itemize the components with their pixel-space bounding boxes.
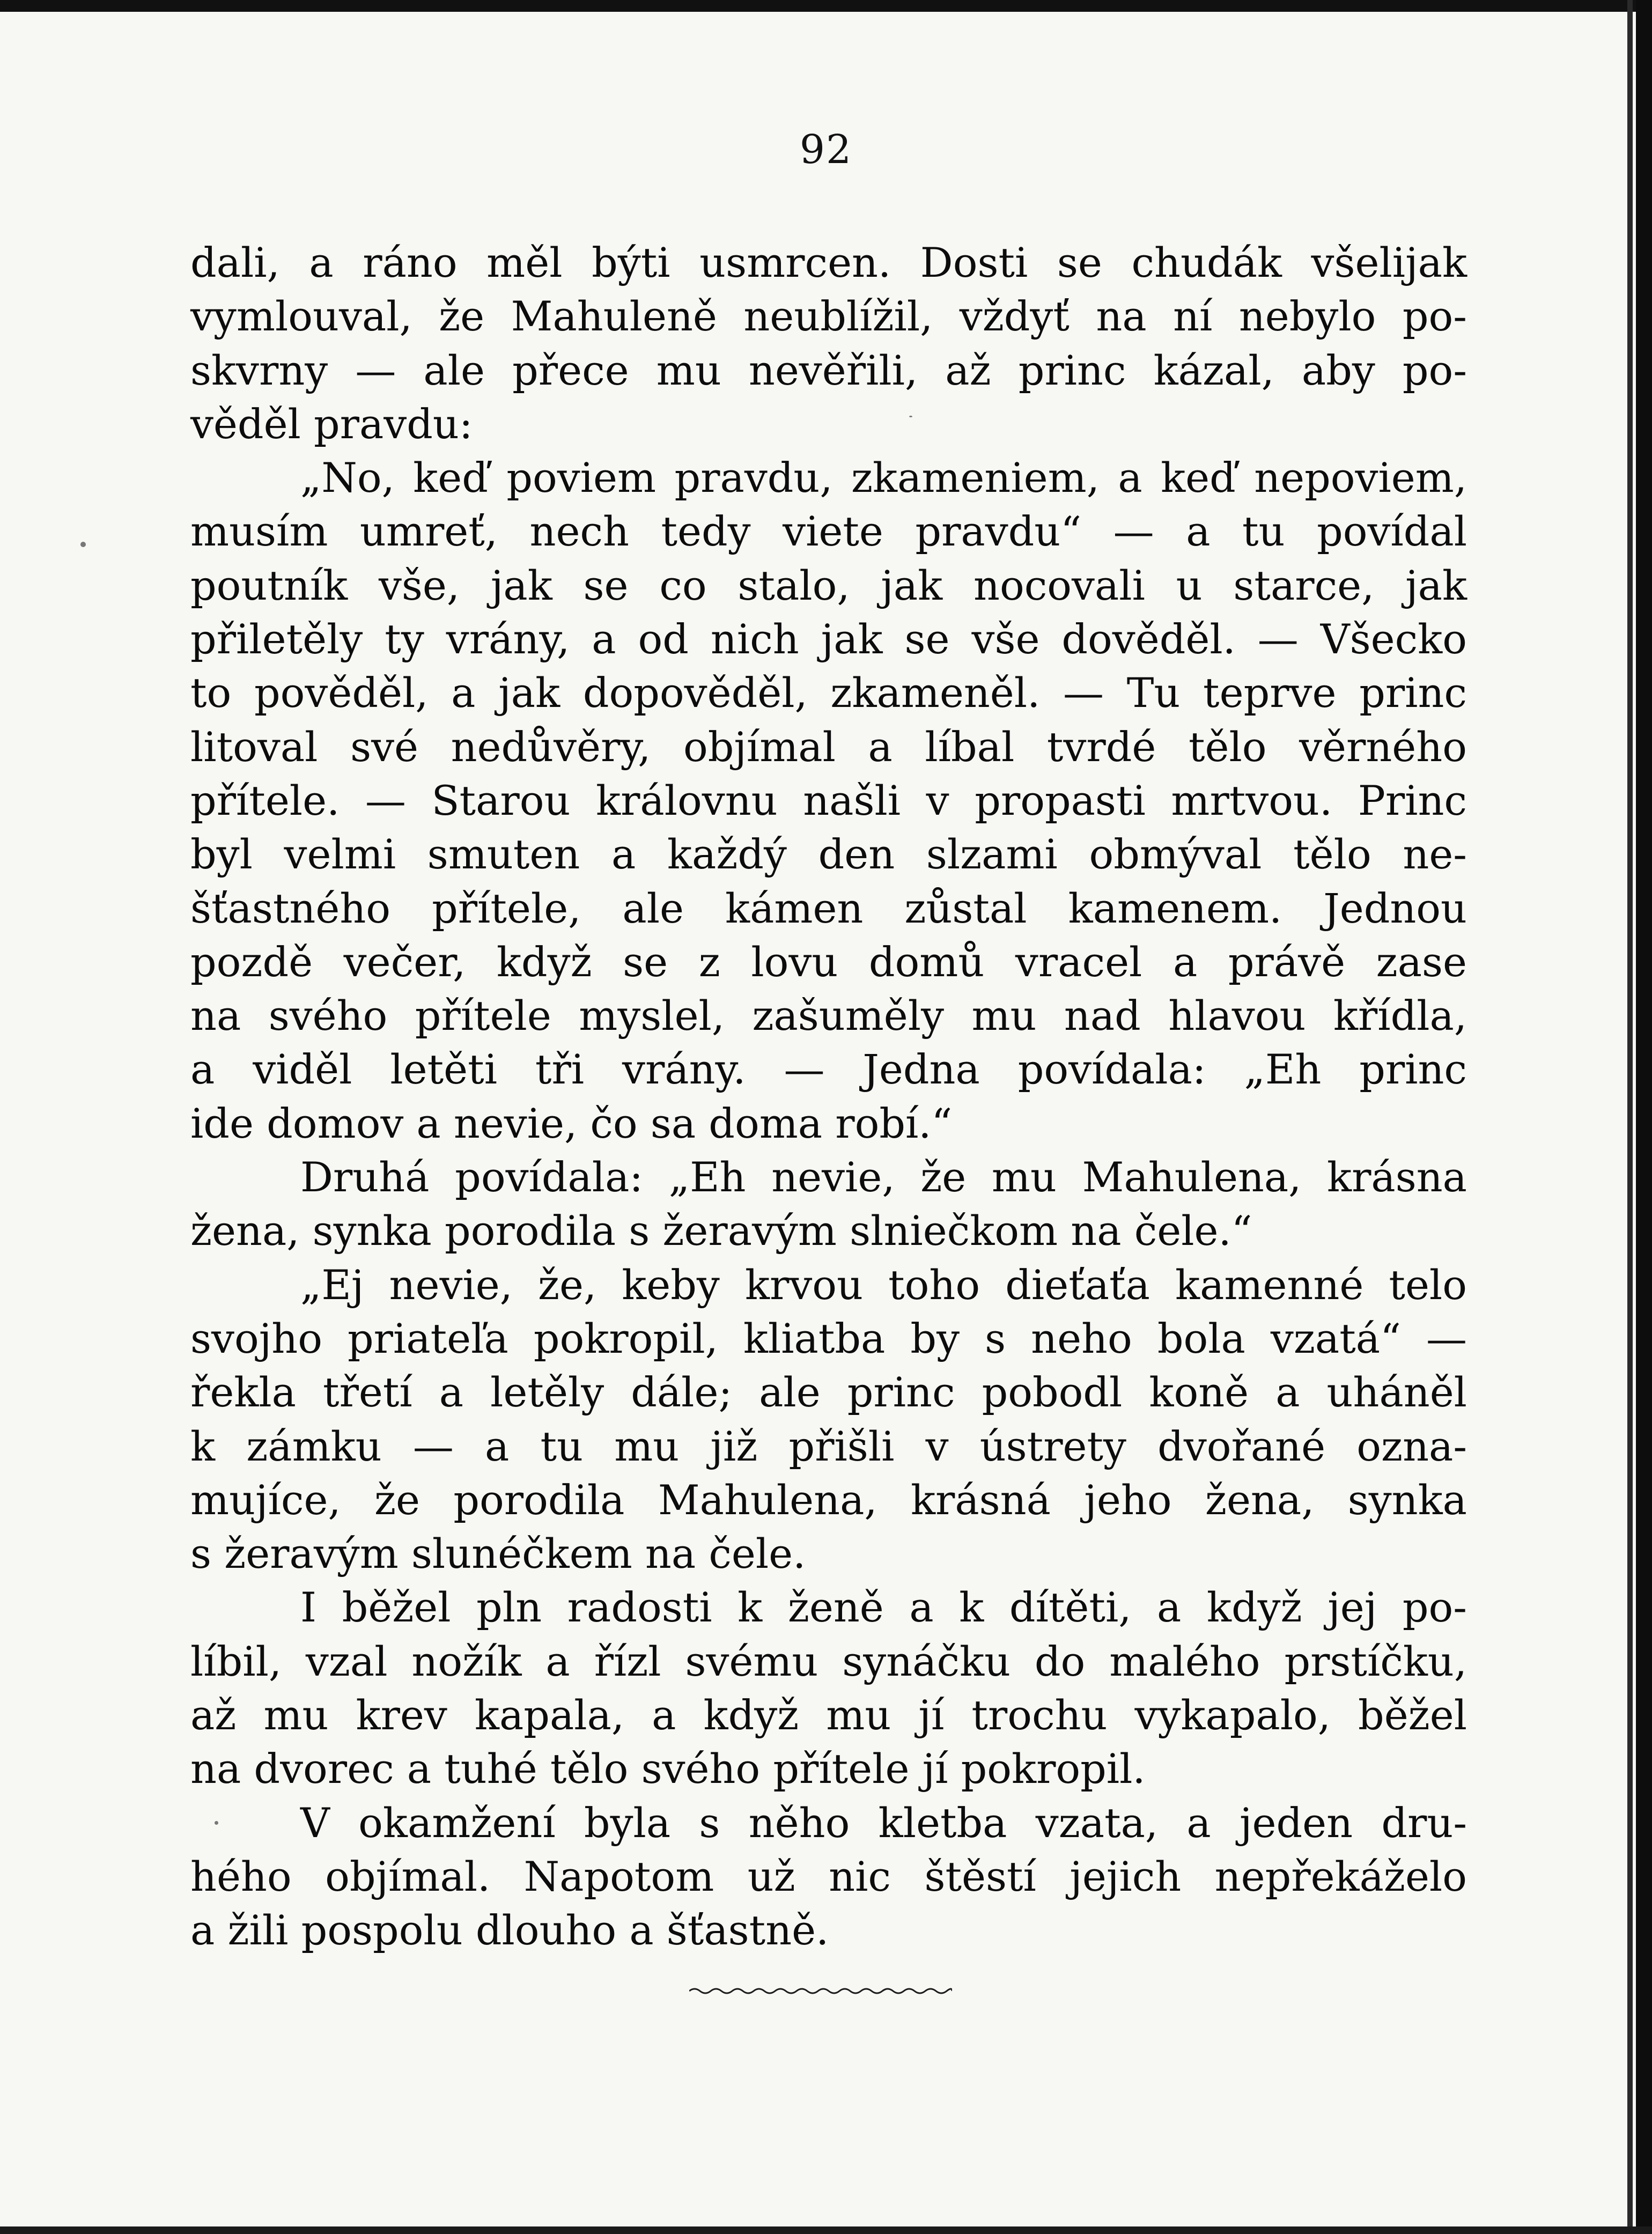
text-line: mujíce, že porodila Mahulena, krásná jeho žena, synka — [190, 1476, 1467, 1524]
text-line: s žeravým slunéčkem na čele. — [190, 1530, 806, 1578]
page-number: 92 — [799, 127, 853, 173]
scan-speck — [215, 1821, 218, 1825]
scan-speck — [80, 542, 86, 547]
text-line: šťastného přítele, ale kámen zůstal kamenem. Jednou — [190, 884, 1467, 932]
text-line: přiletěly ty vrány, a od nich jak se vše dověděl. — Všecko — [190, 615, 1467, 663]
text-line: a žili pospolu dlouho a šťastně. — [190, 1906, 829, 1955]
scan-edge-right — [1636, 0, 1652, 2234]
text-line: hého objímal. Napotom už nic štěstí jejich nepřekáželo — [190, 1852, 1467, 1900]
scan-speck — [909, 416, 912, 417]
text-line: ide domov a nevie, čo sa doma robí.“ — [190, 1099, 953, 1147]
scan-edge-top — [0, 0, 1652, 12]
text-line: líbil, vzal nožík a řízl svému synáčku do malého prstíčku, — [190, 1637, 1467, 1685]
text-line: musím umreť, nech tedy viete pravdu“ — a tu povídal — [190, 507, 1467, 556]
text-line: I běžel pln radosti k ženě a k dítěti, a když jej po- — [300, 1583, 1467, 1632]
text-line: věděl pravdu: — [190, 400, 473, 448]
text-line: svojho priateľa pokropil, kliatba by s neho bola vzatá“ — — [190, 1314, 1467, 1362]
text-line: žena, synka porodila s žeravým slniečkom na čele.“ — [190, 1207, 1252, 1255]
text-line: pozdě večer, když se z lovu domů vracel a právě zase — [190, 938, 1467, 986]
text-line: byl velmi smuten a každý den slzami obmýval tělo ne- — [190, 830, 1467, 879]
text-line: to pověděl, a jak dopověděl, zkameněl. — Tu teprve princ — [190, 669, 1467, 717]
text-line: V okamžení byla s něho kletba vzata, a jeden dru- — [300, 1798, 1467, 1847]
text-line: až mu krev kapala, a když mu jí trochu vykapalo, běžel — [190, 1691, 1467, 1739]
text-line: řekla třetí a letěly dále; ale princ pobodl koně a uháněl — [190, 1368, 1467, 1417]
text-line: přítele. — Starou královnu našli v propasti mrtvou. Princ — [190, 776, 1467, 824]
scan-edge-bottom — [0, 2226, 1652, 2234]
text-line: a viděl letěti tři vrány. — Jedna povídala: „Eh princ — [190, 1045, 1467, 1094]
text-line: poutník vše, jak se co stalo, jak nocovali u starce, jak — [190, 561, 1467, 609]
text-line: vymlouval, že Mahuleně neublížil, vždyť na ní nebylo po- — [190, 292, 1467, 341]
text-line: na svého přítele myslel, zašuměly mu nad hlavou křídla, — [190, 992, 1467, 1040]
end-ornament — [689, 1985, 952, 1997]
text-line: na dvorec a tuhé tělo svého přítele jí pokropil. — [190, 1745, 1146, 1793]
text-line: dali, a ráno měl býti usmrcen. Dosti se chudák všelijak — [190, 239, 1467, 286]
text-line: k zámku — a tu mu již přišli v ústrety dvořané ozna- — [190, 1422, 1467, 1470]
scan-edge-right-inner — [1627, 0, 1633, 2234]
body-text — [190, 236, 1467, 1958]
text-line: skvrny — ale přece mu nevěřili, až princ kázal, aby po- — [190, 346, 1467, 394]
text-line: „Ej nevie, že, keby krvou toho dieťaťa kamenné telo — [300, 1260, 1467, 1309]
text-line: Druhá povídala: „Eh nevie, že mu Mahulena, krásna — [300, 1153, 1467, 1201]
text-line: „No, keď poviem pravdu, zkameniem, a keď nepoviem, — [300, 454, 1467, 502]
text-line: litoval své nedůvěry, objímal a líbal tvrdé tělo věrného — [190, 722, 1467, 771]
